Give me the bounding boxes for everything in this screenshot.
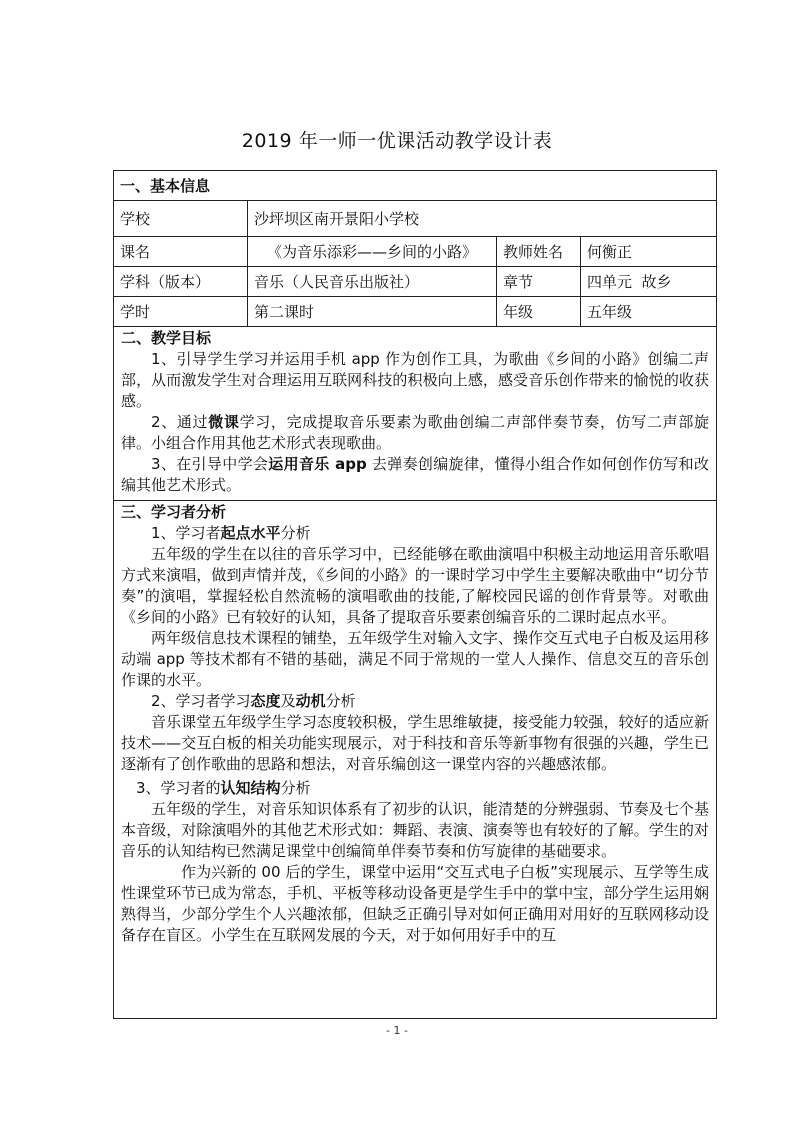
subject-label: 学科（版本） [114, 267, 248, 297]
period-value: 第二课时 [248, 297, 497, 327]
page-number: - 1 - [386, 1024, 408, 1037]
section-heading-basic: 一、基本信息 [114, 171, 717, 201]
learner-paragraph-5: 作为兴新的 00 后的学生，课堂中运用“交互式电子白板”实现展示、互学等生成性课堂环节已成为常态，手机、平板等移动设备更是学生手中的掌中宝，部分学生运用娴熟得当，少部分学生个人兴趣浓郁，但缺乏正确引导对如何正确用对用好的互联网移动设备存在盲区。小学生在互联网发展的今天，对于如何用好手中的互 [121, 863, 710, 944]
goal-2: 2、通过微课学习，完成提取音乐要素为歌曲创编二声部伴奏节奏，仿写二声部旋律。小组合作用其他艺术形式表现歌曲。 [121, 413, 710, 452]
learner-subheading-1: 1、学习者起点水平分析 [151, 524, 311, 542]
learner-paragraph-4: 五年级的学生，对音乐知识体系有了初步的认识，能清楚的分辨强弱、节奏及七个基本音级，对除演唱外的其他艺术形式如：舞蹈、表演、演奏等也有较好的了解。学生的对音乐的认知结构已然满足课堂中创编简单伴奏节奏和仿写旋律的基础要求。 [121, 800, 710, 860]
course-value: 《为音乐添彩——乡间的小路》 [248, 237, 497, 267]
learner-paragraph-3: 音乐课堂五年级学生学习态度较积极，学生思维敏捷，接受能力较强，较好的适应新技术——交互白板的相关功能实现展示，对于科技和音乐等新事物有很强的兴趣，学生已逐渐有了创作歌曲的思路和想法，对音乐编创这一课堂内容的兴趣感浓郁。 [121, 713, 710, 773]
learner-paragraph-2: 两年级信息技术课程的铺垫，五年级学生对输入文字、操作交互式电子白板及运用移动端 app 等技术都有不错的基础，满足不同于常规的一堂人人操作、信息交互的音乐创作课的水平。 [121, 629, 710, 689]
section-heading-learners: 三、学习者分析 [121, 503, 227, 521]
lesson-design-table [113, 170, 717, 1019]
school-value: 沙坪坝区南开景阳小学校 [248, 201, 717, 237]
section-heading-goals: 二、教学目标 [121, 329, 212, 347]
school-label: 学校 [114, 201, 248, 237]
learner-analysis-cell [114, 501, 717, 1019]
teacher-value: 何衡正 [581, 237, 717, 267]
learner-subheading-2: 2、学习者学习态度及动机分析 [151, 692, 356, 710]
teacher-label: 教师姓名 [497, 237, 581, 267]
subject-value: 音乐（人民音乐出版社） [248, 267, 497, 297]
grade-label: 年级 [497, 297, 581, 327]
learner-subheading-3: 3、学习者的认知结构分析 [136, 779, 311, 797]
chapter-label: 章节 [497, 267, 581, 297]
teaching-goals-cell [114, 327, 717, 501]
goal-3: 3、在引导中学会运用音乐 app 去弹奏创编旋律，懂得小组合作如何创作仿写和改编其他艺术形式。 [121, 455, 710, 494]
learner-paragraph-1: 五年级的学生在以往的音乐学习中，已经能够在歌曲演唱中积极主动地运用音乐歌唱方式来演唱，做到声情并茂，《乡间的小路》的一课时学习中学生主要解决歌曲中“切分节奏”的演唱，掌握轻松自然流畅的演唱歌曲的技能,了解校园民谣的创作背景等。对歌曲《乡间的小路》已有较好的认知，具备了提取音乐要素创编音乐的二课时起点水平。 [121, 545, 710, 626]
page-title: 2019 年一师一优课活动教学设计表 [241, 130, 553, 152]
period-label: 学时 [114, 297, 248, 327]
course-label: 课名 [114, 237, 248, 267]
chapter-value: 四单元 故乡 [581, 267, 717, 297]
goal-1: 1、引导学生学习并运用手机 app 作为创作工具，为歌曲《乡间的小路》创编二声部，从而激发学生对合理运用互联网科技的积极向上感，感受音乐创作带来的愉悦的收获感。 [121, 350, 710, 410]
grade-value: 五年级 [581, 297, 717, 327]
